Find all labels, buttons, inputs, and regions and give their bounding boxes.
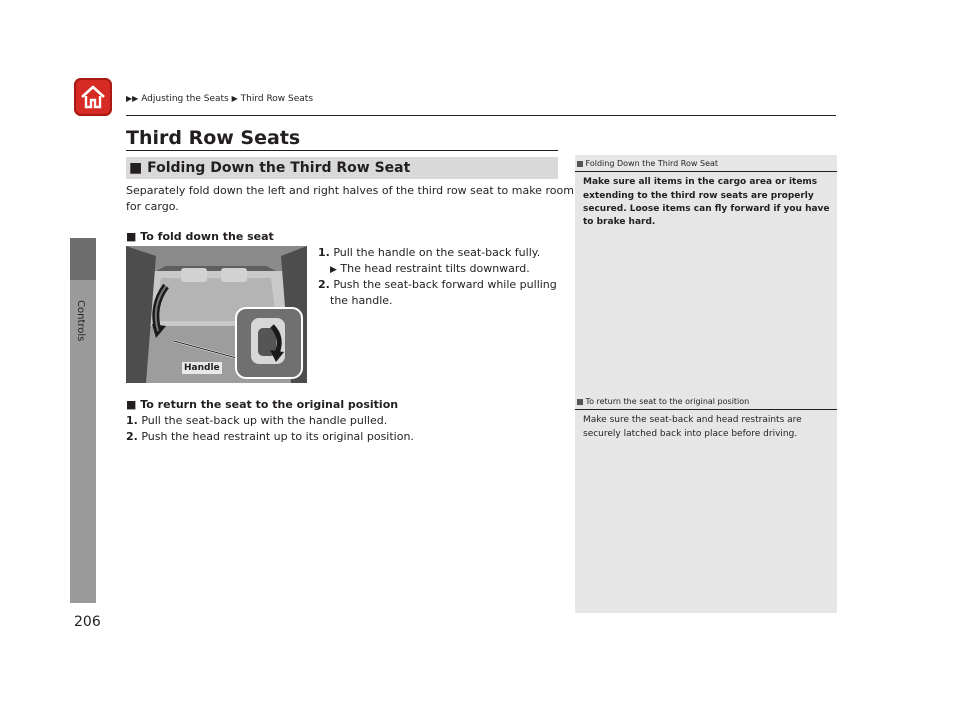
seat-illustration	[126, 246, 307, 383]
handle-callout: Handle	[184, 363, 220, 373]
arrow-icon: ▶	[330, 265, 337, 275]
title-rule	[126, 150, 558, 151]
fold-step-1: 1. Pull the handle on the seat-back fully.	[318, 246, 541, 259]
side-tab[interactable]	[70, 238, 96, 603]
home-button[interactable]	[74, 78, 112, 116]
side-tab-label: Controls	[75, 300, 86, 342]
intro-line-2: for cargo.	[126, 200, 179, 213]
note1-rule	[575, 171, 837, 172]
fold-step-1-sub: ▶ The head restraint tilts downward.	[330, 262, 530, 275]
fold-heading: ■ To fold down the seat	[126, 230, 274, 243]
fold-step-2: 2. Push the seat-back forward while pulling	[318, 278, 557, 291]
header-rule	[126, 115, 836, 116]
return-heading: ■ To return the seat to the original position	[126, 398, 399, 411]
note2-title: To return the seat to the original position	[577, 397, 749, 406]
note1-line-3: secured. Loose items can fly forward if you have	[583, 204, 830, 214]
return-step-1: 1. Pull the seat-back up with the handle pulled.	[126, 414, 388, 427]
square-bullet-icon: ■	[129, 160, 143, 176]
note1-line-4: to brake hard.	[583, 217, 656, 227]
subheading: ■ Folding Down the Third Row Seat	[129, 160, 411, 176]
side-tab-marker	[70, 238, 96, 280]
breadcrumb	[126, 94, 313, 104]
note1-line-2: extending to the third row seats are properly	[583, 191, 814, 201]
note2-line-2: securely latched back into place before driving.	[583, 429, 798, 439]
return-step-2: 2. Push the head restraint up to its original position.	[126, 430, 414, 443]
intro-line-1: Separately fold down the left and right halves of the third row seat to make room	[126, 184, 574, 197]
breadcrumb-link-adjusting-seats[interactable]: Adjusting the Seats	[141, 94, 229, 104]
note2-rule	[575, 409, 837, 410]
note1-title: Folding Down the Third Row Seat	[577, 159, 718, 168]
breadcrumb-arrow-icon: ▶▶	[126, 94, 139, 103]
note-marker-icon	[577, 161, 583, 167]
fold-step-2-cont: the handle.	[330, 294, 393, 307]
home-icon	[79, 84, 107, 110]
note-marker-icon	[577, 399, 583, 405]
page-number: 206	[74, 614, 101, 630]
square-bullet-icon: ■	[126, 398, 137, 411]
note2-line-1: Make sure the seat-back and head restraints are	[583, 415, 802, 425]
square-bullet-icon: ■	[126, 230, 137, 243]
note1-line-1: Make sure all items in the cargo area or items	[583, 177, 818, 187]
page-title: Third Row Seats	[126, 127, 301, 149]
breadcrumb-current: Third Row Seats	[240, 94, 314, 104]
breadcrumb-arrow-icon: ▶	[231, 94, 238, 103]
